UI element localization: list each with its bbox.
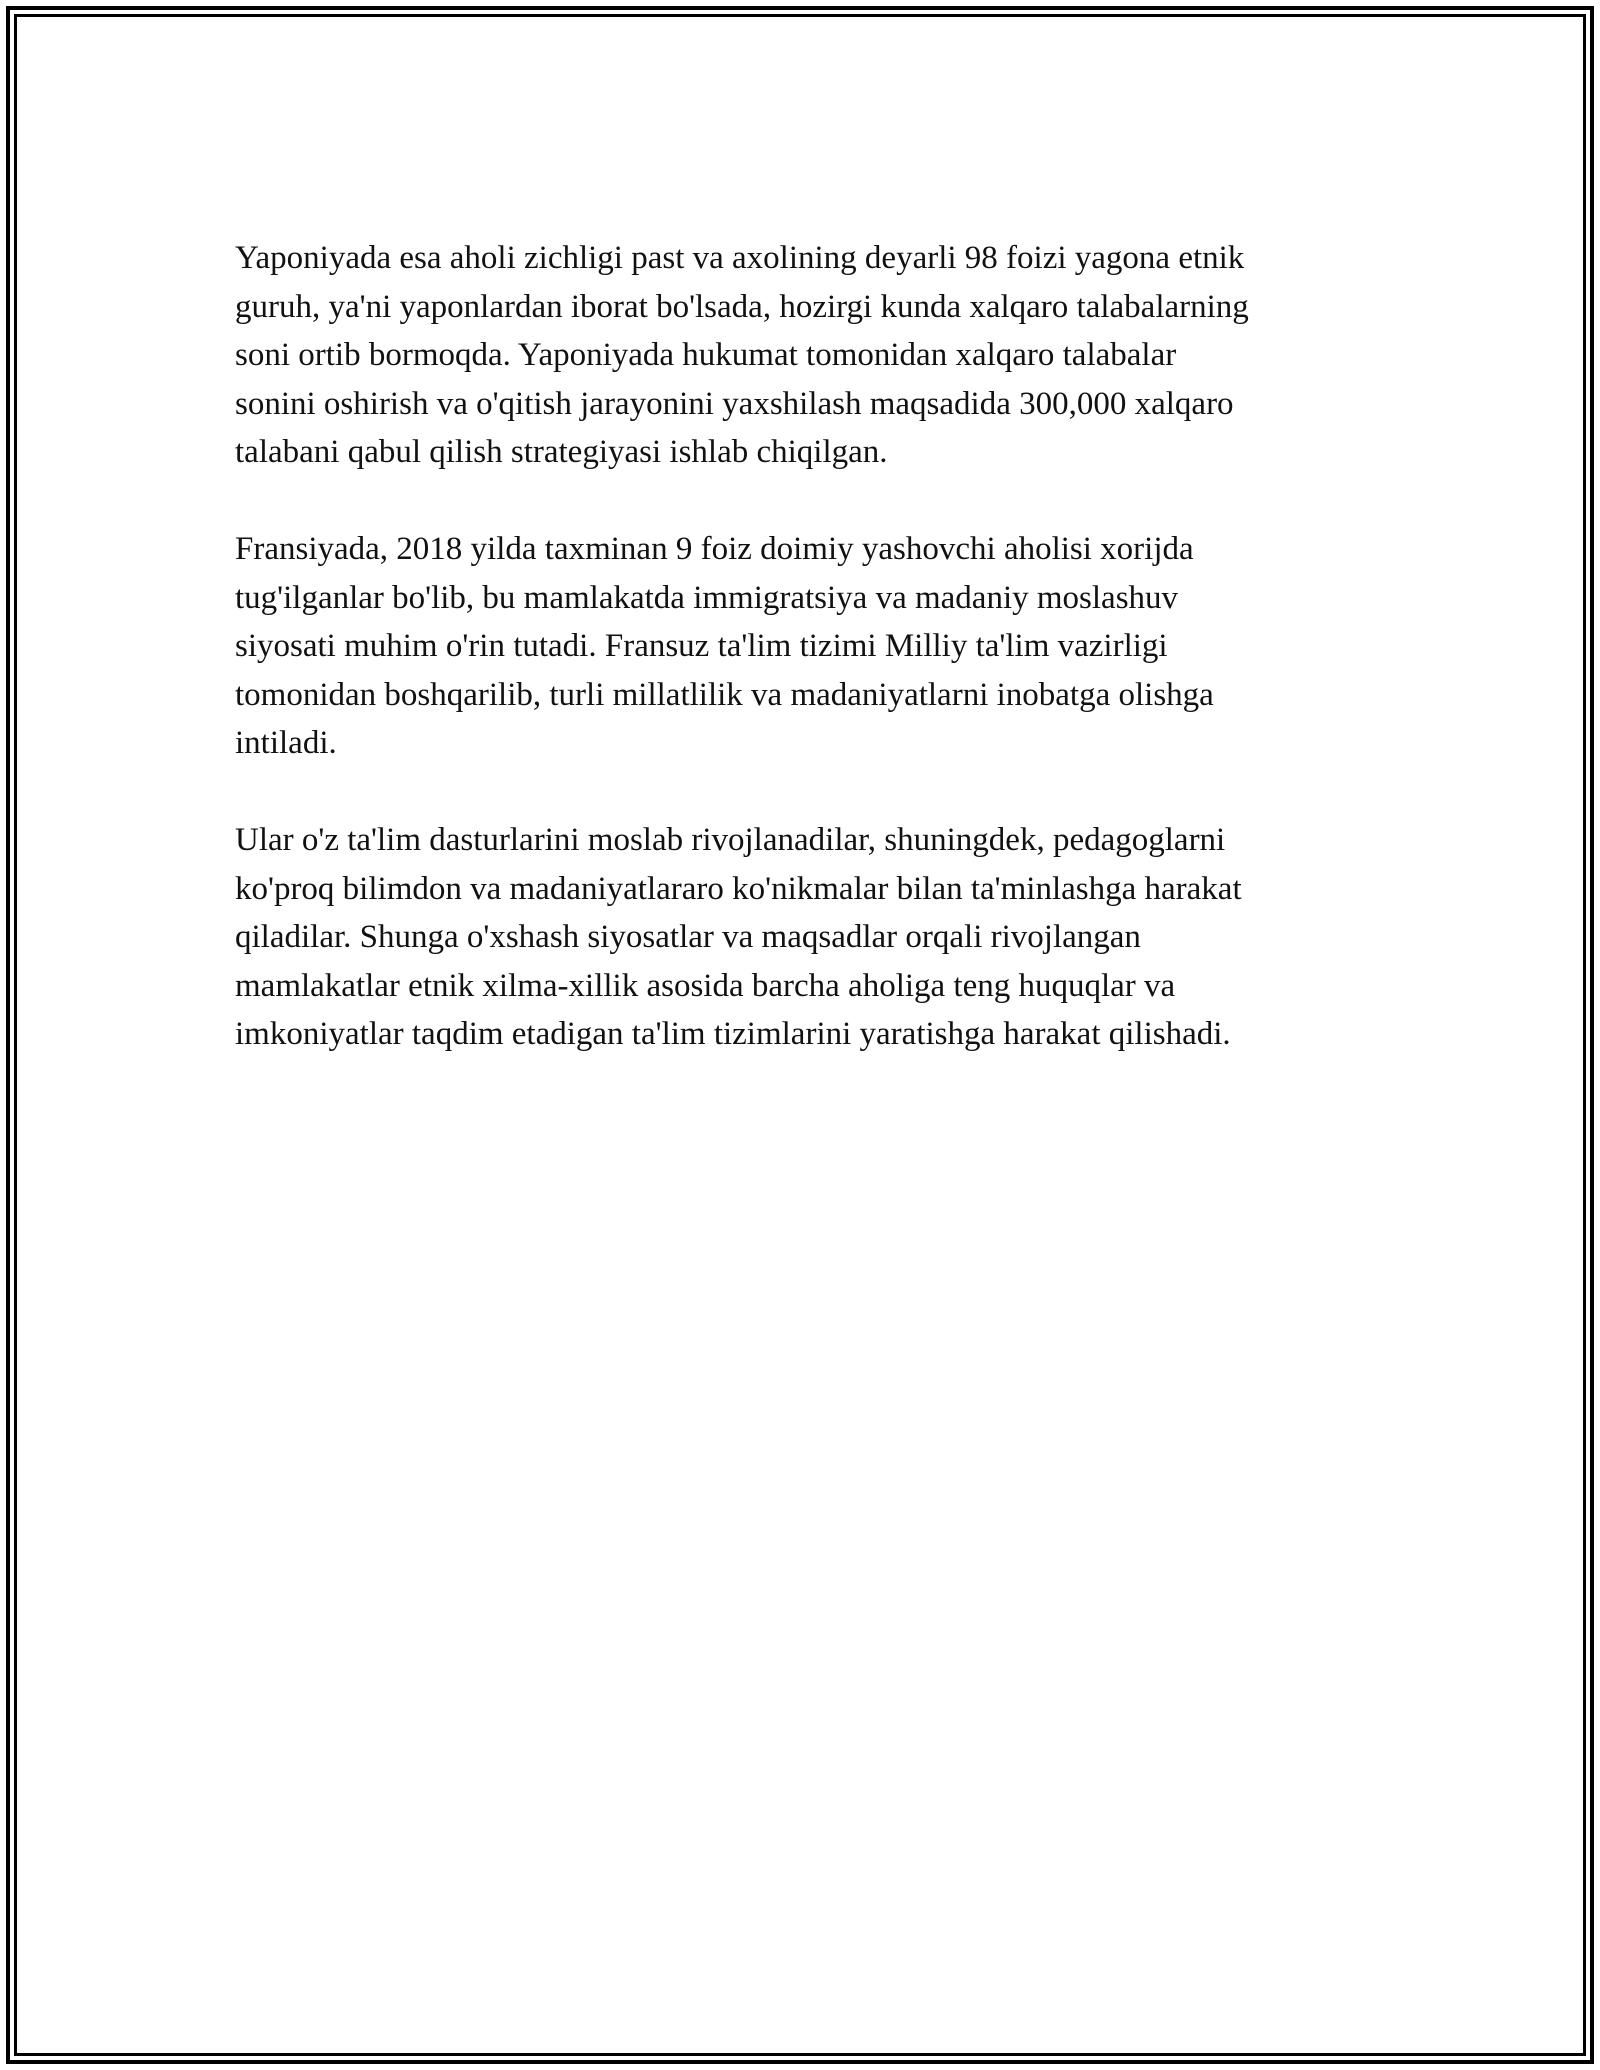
paragraph-developed-countries <box>235 816 1395 1059</box>
text-line: qiladilar. Shunga o'xshash siyosatlar va maqsadlar orqali rivojlangan <box>235 919 1141 955</box>
text-line: tug'ilganlar bo'lib, bu mamlakatda immigratsiya va madaniy moslashuv <box>235 579 1179 616</box>
text-line: Fransiyada, 2018 yilda taxminan 9 foiz doimiy yashovchi aholisi xorijda <box>235 531 1194 567</box>
text-line: sonini oshirish va o'qitish jarayonini yaxshilash maqsadida 300,000 xalqaro <box>235 385 1234 422</box>
paragraph-japan <box>235 234 1395 477</box>
text-line: intiladi. <box>235 725 337 761</box>
text-line: Ular o'z ta'lim dasturlarini moslab rivojlanadilar, shuningdek, pedagoglarni <box>235 822 1226 858</box>
text-line: siyosati muhim o'rin tutadi. Fransuz ta'lim tizimi Milliy ta'lim vazirligi <box>235 628 1168 664</box>
text-line: tomonidan boshqarilib, turli millatlilik va madaniyatlarni inobatga olishga <box>235 676 1214 713</box>
paragraph-france <box>235 525 1395 768</box>
text-line: ko'proq bilimdon va madaniyatlararo ko'nikmalar bilan ta'minlashga harakat <box>235 870 1242 907</box>
text-line: soni ortib bormoqda. Yaponiyada hukumat tomonidan xalqaro talabalar <box>235 337 1177 373</box>
text-line: imkoniyatlar taqdim etadigan ta'lim tizimlarini yaratishga harakat qilishadi. <box>235 1016 1231 1052</box>
text-line: guruh, ya'ni yaponlardan iborat bo'lsada, hozirgi kunda xalqaro talabalarning <box>235 288 1249 325</box>
document-body <box>235 234 1395 1107</box>
text-line: mamlakatlar etnik xilma-xillik asosida barcha aholiga teng huquqlar va <box>235 967 1176 1004</box>
text-line: Yaponiyada esa aholi zichligi past va axolining deyarli 98 foizi yagona etnik <box>235 240 1245 276</box>
text-line: talabani qabul qilish strategiyasi ishlab chiqilgan. <box>235 434 888 470</box>
